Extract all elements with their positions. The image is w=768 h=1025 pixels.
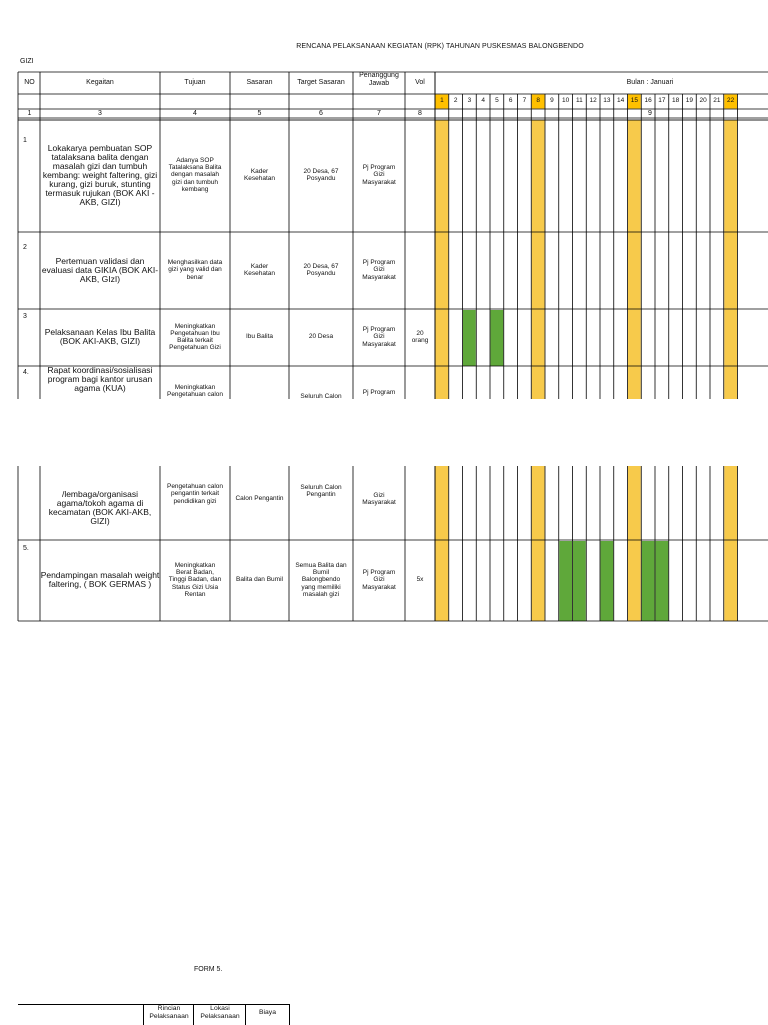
col-num-6: 6 bbox=[319, 110, 323, 117]
highlight-column-day-1 bbox=[436, 466, 449, 621]
row-4-sasaran: Calon Pengantin bbox=[235, 495, 284, 503]
highlight-column-day-15 bbox=[628, 466, 641, 621]
row-2-sasaran: Kader Kesehatan bbox=[243, 262, 276, 277]
day-header-19: 19 bbox=[685, 97, 693, 104]
col-num-4: 4 bbox=[193, 110, 197, 117]
row-2-target: 20 Desa, 67 Posyandu bbox=[303, 262, 339, 277]
day-header-22: 22 bbox=[727, 97, 735, 104]
col-num-7: 7 bbox=[377, 110, 381, 117]
row-5-tujuan: Meningkatkan Berat Badan, Tinggi Badan, dan Status Gizi Usia Rentan bbox=[168, 561, 222, 598]
row-4-target-top: Seluruh Calon bbox=[300, 393, 342, 400]
row-4-pj-bottom: Gizi Masyarakat bbox=[362, 491, 396, 506]
footer-table bbox=[18, 1004, 290, 1025]
scheduled-cell-row-5-day-17 bbox=[656, 541, 669, 621]
day-header-13: 13 bbox=[603, 97, 611, 104]
row-3-pj: Pj Program Gizi Masyarakat bbox=[362, 326, 396, 348]
col-num-9: 9 bbox=[648, 110, 652, 117]
row-2-pj: Pj Program Gizi Masyarakat bbox=[362, 259, 396, 281]
row-2-kegiatan: Pertemuan validasi dan evaluasi data GIKIA (BOK AKI- AKB, GIzI) bbox=[41, 255, 159, 284]
highlight-column-day-1 bbox=[436, 120, 449, 399]
highlight-column-day-22 bbox=[724, 466, 737, 621]
highlight-column-day-22 bbox=[724, 120, 737, 399]
header-sasaran: Sasaran bbox=[246, 79, 273, 86]
day-header-6: 6 bbox=[508, 97, 513, 104]
row-2-tujuan: Menghasilkan data gizi yang valid dan benar bbox=[167, 259, 223, 281]
row-2-no: 2 bbox=[23, 244, 27, 251]
day-header-1: 1 bbox=[440, 97, 444, 104]
row-4-tujuan-top: Meningkatkan Pengetahuan calon bbox=[166, 384, 224, 399]
section-label: GIZI bbox=[20, 58, 34, 65]
scheduled-cell-row-5-day-11 bbox=[573, 541, 586, 621]
day-header-2: 2 bbox=[453, 97, 458, 104]
header-penanggung-jawab: Penanggung Jawab bbox=[359, 72, 399, 87]
col-num-5: 5 bbox=[257, 110, 262, 117]
row-4-no: 4. bbox=[23, 369, 29, 376]
row-5-sasaran: Balita dan Bumil bbox=[236, 576, 283, 584]
row-4-target-bottom: Seluruh Calon Pengantin bbox=[300, 483, 342, 498]
row-5-target: Semua Balita dan Bumil Balongbendo yang memiliki masalah gizi bbox=[295, 561, 347, 598]
day-header-18: 18 bbox=[672, 97, 680, 104]
scheduled-cell-row-3-day-3 bbox=[463, 310, 476, 366]
scheduled-cell-row-5-day-16 bbox=[642, 541, 655, 621]
row-1-kegiatan: Lokakarya pembuatan SOP tatalaksana balita dengan masalah gizi dan tumbuh kembang: weight faltering, gizi kurang, gizi buruk, stunting termasuk rujukan (BOK AKI - AKB, GIZI) bbox=[42, 142, 158, 207]
header-kegiatan: Kegaitan bbox=[86, 79, 114, 86]
row-1-pj: Pj Program Gizi Masyarakat bbox=[362, 164, 396, 186]
scheduled-cell-row-3-day-5 bbox=[491, 310, 504, 366]
row-3-vol: 20 orang bbox=[411, 329, 429, 344]
col-num-1: 1 bbox=[27, 110, 32, 117]
row-4-pj-top: Pj Program bbox=[362, 389, 396, 396]
footer-col-lokasi: Lokasi Pelaksanaan bbox=[193, 1005, 246, 1025]
row-5-no: 5. bbox=[23, 545, 29, 552]
row-1-target: 20 Desa, 67 Posyandu bbox=[303, 167, 339, 182]
row-1-no: 1 bbox=[23, 137, 27, 144]
day-header-15: 15 bbox=[630, 97, 638, 104]
day-header-7: 7 bbox=[522, 97, 527, 104]
day-header-16: 16 bbox=[644, 97, 652, 104]
day-header-14: 14 bbox=[617, 97, 625, 104]
highlight-column-day-8 bbox=[532, 466, 545, 621]
scheduled-cell-row-5-day-10 bbox=[559, 541, 572, 621]
row-4-kegiatan-top: Rapat koordinasi/sosialisasi program bagi kantor urusan agama (KUA) bbox=[47, 365, 153, 393]
highlight-column-day-15 bbox=[628, 120, 641, 399]
footer-col-rincian: Rincian Pelaksanaan bbox=[143, 1005, 194, 1025]
footer-col-biaya: Biaya bbox=[245, 1005, 290, 1025]
header-bulan: Bulan : Januari bbox=[626, 79, 674, 86]
document-title: RENCANA PELAKSANAAN KEGIATAN (RPK) TAHUNAN PUSKESMAS BALONGBENDO bbox=[296, 43, 584, 50]
row-3-tujuan: Meningkatkan Pengetahuan Ibu Balita terkait Pengetahuan Gizi bbox=[169, 322, 221, 352]
day-header-17: 17 bbox=[658, 97, 666, 104]
row-5-kegiatan: Pendampingan masalah weight faltering, ( BOK GERMAS ) bbox=[40, 570, 160, 589]
day-header-8: 8 bbox=[536, 97, 540, 104]
row-5-vol: 5x bbox=[416, 576, 424, 584]
col-num-8: 8 bbox=[418, 110, 422, 117]
row-1-tujuan: Adanya SOP Tatalaksana Balita dengan masalah gizi dan tumbuh kembang bbox=[168, 156, 222, 193]
header-target: Target Sasaran bbox=[297, 79, 345, 86]
header-tujuan: Tujuan bbox=[184, 79, 206, 86]
header-no: NO bbox=[24, 79, 35, 86]
row-3-kegiatan: Pelaksanaan Kelas Ibu Balita (BOK AKI-AKB, GIZI) bbox=[44, 327, 156, 346]
col-num-3: 3 bbox=[98, 110, 102, 117]
row-3-no: 3 bbox=[23, 313, 27, 320]
form-label: FORM 5. bbox=[194, 966, 223, 973]
row-3-sasaran: Ibu Balita bbox=[245, 333, 274, 341]
row-1-sasaran: Kader Kesehatan bbox=[243, 167, 276, 182]
row-4-kegiatan-bottom: /lembaga/organisasi agama/tokoh agama di kecamatan (BOK AKI-AKB, GIZI) bbox=[48, 489, 152, 526]
day-header-5: 5 bbox=[495, 97, 499, 104]
row-3-target: 20 Desa bbox=[308, 333, 334, 341]
row-5-pj: Pj Program Gizi Masyarakat bbox=[362, 569, 396, 591]
day-header-3: 3 bbox=[467, 97, 472, 104]
day-header-12: 12 bbox=[589, 97, 597, 104]
day-header-21: 21 bbox=[713, 97, 721, 104]
day-header-9: 9 bbox=[550, 97, 554, 104]
day-header-4: 4 bbox=[481, 97, 485, 104]
row-4-tujuan-bottom: Pengetahuan calon pengantin terkait pendidikan gizi bbox=[166, 483, 224, 505]
highlight-column-day-8 bbox=[532, 120, 545, 399]
day-header-11: 11 bbox=[576, 97, 583, 104]
day-header-20: 20 bbox=[699, 97, 707, 104]
scheduled-cell-row-5-day-13 bbox=[601, 541, 614, 621]
header-vol: Vol bbox=[415, 79, 425, 86]
day-header-10: 10 bbox=[562, 97, 570, 104]
